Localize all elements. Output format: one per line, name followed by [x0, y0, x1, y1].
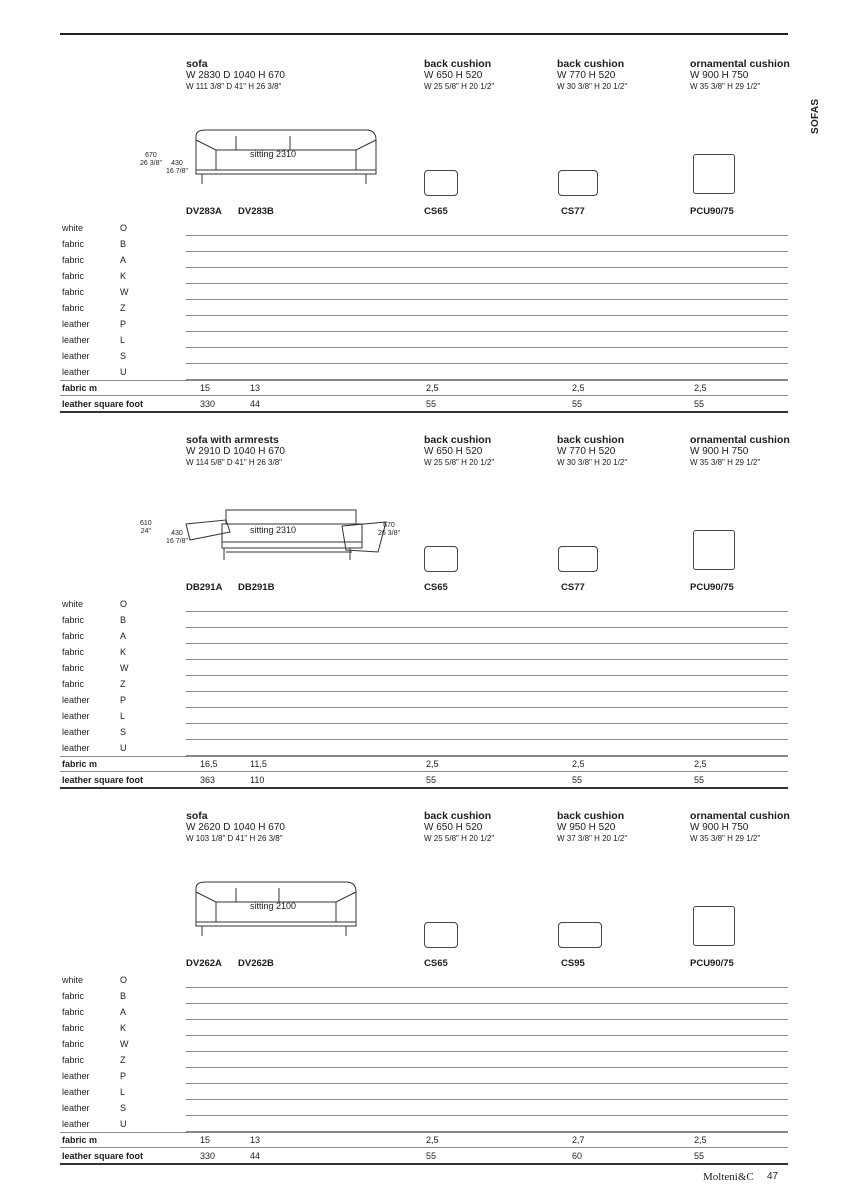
leather-quantity-value: 55: [426, 399, 437, 409]
product-code: PCU90/75: [690, 582, 734, 593]
back-cushion-header: [557, 59, 627, 92]
fabric-quantity-value: 2,5: [694, 383, 707, 393]
material-row: [60, 988, 788, 1004]
material-row: [60, 724, 788, 740]
section-end-rule: [60, 411, 788, 413]
grade-label: U: [120, 1119, 127, 1129]
back-cushion-drawing: [424, 922, 458, 948]
material-label: fabric: [62, 1039, 85, 1049]
material-label: fabric: [62, 1055, 85, 1065]
material-row: [60, 628, 788, 644]
item-title: back cushion: [557, 58, 625, 70]
material-label: fabric: [62, 303, 85, 313]
material-label: white: [62, 223, 84, 233]
metric-dims: W 770 H 520: [557, 446, 616, 457]
material-label: white: [62, 975, 84, 985]
height2-mm: 670: [383, 522, 395, 529]
material-row: [60, 252, 788, 268]
imperial-dims: W 35 3/8" H 29 1/2": [690, 458, 761, 467]
material-row: [60, 220, 788, 236]
material-label: fabric: [62, 631, 85, 641]
product-code: CS65: [424, 206, 448, 217]
item-title: ornamental cushion: [690, 434, 790, 446]
height2-dim: [378, 522, 400, 538]
imperial-dims: W 30 3/8" H 20 1/2": [557, 458, 628, 467]
leather-quantity-value: 55: [572, 775, 583, 785]
material-label: leather: [62, 711, 90, 721]
grade-label: W: [120, 663, 129, 673]
product-code: PCU90/75: [690, 958, 734, 969]
fabric-quantity-value: 2,5: [572, 759, 585, 769]
sofa-drawing: [156, 126, 396, 206]
material-label: leather: [62, 335, 90, 345]
material-row: [60, 1004, 788, 1020]
product-code: CS65: [424, 582, 448, 593]
material-row: [60, 972, 788, 988]
height2-in: 26 3/8": [378, 530, 400, 537]
grade-label: S: [120, 351, 127, 361]
leather-quantity-value: 55: [426, 775, 437, 785]
grade-label: K: [120, 1023, 127, 1033]
sitting-width: sitting 2100: [250, 901, 297, 911]
material-label: leather: [62, 1119, 90, 1129]
leather-quantity-label: leather square foot: [62, 399, 144, 409]
grade-label: B: [120, 991, 127, 1001]
height-dim: [140, 152, 162, 168]
material-row: [60, 612, 788, 628]
sofa-header: [186, 59, 285, 92]
back-cushion-drawing: [558, 170, 598, 196]
imperial-dims: W 25 5/8" H 20 1/2": [424, 82, 495, 91]
sitting-width: sitting 2310: [250, 149, 297, 159]
grade-label: K: [120, 271, 127, 281]
grade-label: P: [120, 319, 127, 329]
leather-quantity-value: 44: [250, 399, 261, 409]
sofa-outline-5: [202, 174, 366, 184]
height-mm: 610: [140, 520, 152, 527]
material-label: leather: [62, 1103, 90, 1113]
material-row: [60, 740, 788, 756]
material-row: [60, 1036, 788, 1052]
leather-quantity-value: 55: [426, 1151, 437, 1161]
item-title: sofa: [186, 58, 208, 70]
height-in: 26 3/8": [140, 160, 162, 167]
material-label: leather: [62, 367, 90, 377]
material-row: [60, 364, 788, 380]
material-row: [60, 316, 788, 332]
leather-quantity-label: leather square foot: [62, 1151, 144, 1161]
item-title: ornamental cushion: [690, 58, 790, 70]
item-title: back cushion: [424, 810, 492, 822]
sofa-outline-0: [186, 520, 230, 540]
grade-label: O: [120, 223, 128, 233]
product-code: PCU90/75: [690, 206, 734, 217]
leather-quantity-value: 330: [200, 399, 216, 409]
material-row: [60, 644, 788, 660]
sofa-outline-3: [236, 888, 279, 902]
seat-mm: 430: [171, 160, 183, 167]
fabric-quantity-value: 11,5: [250, 759, 267, 769]
height-mm: 670: [145, 152, 157, 159]
sofa-outline-1: [226, 510, 356, 524]
seat-mm: 430: [171, 530, 183, 537]
metric-dims: W 650 H 520: [424, 822, 483, 833]
seat-in: 16 7/8": [166, 538, 188, 545]
leather-quantity-value: 55: [694, 775, 705, 785]
seat-dim: [166, 530, 188, 546]
sofa-outline-5: [202, 926, 346, 936]
fabric-quantity-value: 15: [200, 1135, 211, 1145]
material-label: leather: [62, 727, 90, 737]
material-row: [60, 348, 788, 364]
material-row: [60, 268, 788, 284]
back-cushion-drawing: [558, 546, 598, 572]
material-row: [60, 1052, 788, 1068]
product-code: DB291A: [186, 582, 223, 593]
grade-label: U: [120, 367, 127, 377]
sofa-outline-4: [196, 922, 356, 926]
ornamental-cushion-header: [690, 811, 790, 844]
height-in: 24": [140, 528, 151, 535]
leather-quantity-value: 60: [572, 1151, 583, 1161]
section-end-rule: [60, 1163, 788, 1165]
leather-quantity-value: 44: [250, 1151, 261, 1161]
material-label: fabric: [62, 1023, 85, 1033]
material-row: [60, 596, 788, 612]
height-dim: [140, 520, 152, 536]
page-number: 47: [767, 1171, 779, 1182]
sofa-drawing: [166, 502, 406, 582]
grade-label: L: [120, 711, 126, 721]
material-label: white: [62, 599, 84, 609]
metric-dims: W 2620 D 1040 H 670: [186, 822, 285, 833]
sitting-width: sitting 2310: [250, 525, 297, 535]
material-label: leather: [62, 1087, 90, 1097]
grade-label: L: [120, 335, 126, 345]
product-code: CS95: [561, 958, 585, 969]
imperial-dims: W 103 1/8" D 41" H 26 3/8": [186, 834, 283, 843]
leather-quantity-value: 363: [200, 775, 216, 785]
grade-label: W: [120, 1039, 129, 1049]
product-code: CS77: [561, 206, 585, 217]
side-label: SOFAS: [810, 98, 821, 134]
product-code: DV262B: [238, 958, 274, 969]
material-row: [60, 236, 788, 252]
leather-quantity-row: [60, 396, 788, 412]
seat-dim: [166, 160, 188, 176]
fabric-quantity-value: 13: [250, 383, 261, 393]
leather-quantity-label: leather square foot: [62, 775, 144, 785]
product-code: CS77: [561, 582, 585, 593]
material-row: [60, 1068, 788, 1084]
fabric-quantity-value: 2,7: [572, 1135, 585, 1145]
grade-label: L: [120, 1087, 126, 1097]
grade-label: B: [120, 615, 127, 625]
item-title: back cushion: [557, 434, 625, 446]
metric-dims: W 2830 D 1040 H 670: [186, 70, 285, 81]
leather-quantity-value: 55: [572, 399, 583, 409]
material-row: [60, 284, 788, 300]
back-cushion-drawing: [424, 546, 458, 572]
back-cushion-header: [424, 435, 494, 468]
metric-dims: W 900 H 750: [690, 446, 749, 457]
imperial-dims: W 25 5/8" H 20 1/2": [424, 458, 495, 467]
material-label: fabric: [62, 663, 85, 673]
imperial-dims: W 30 3/8" H 20 1/2": [557, 82, 628, 91]
material-label: fabric: [62, 255, 85, 265]
ornamental-cushion-header: [690, 435, 790, 468]
item-title: back cushion: [424, 434, 492, 446]
grade-label: Z: [120, 679, 126, 689]
sofa-illustration: [166, 502, 406, 587]
material-label: leather: [62, 1071, 90, 1081]
fabric-quantity-value: 2,5: [426, 759, 439, 769]
material-row: [60, 692, 788, 708]
ornamental-cushion-drawing: [693, 530, 735, 570]
ornamental-cushion-drawing: [693, 154, 735, 194]
grade-label: O: [120, 599, 128, 609]
product-code: DV283B: [238, 206, 274, 217]
material-row: [60, 708, 788, 724]
fabric-quantity-label: fabric m: [62, 383, 98, 393]
imperial-dims: W 114 5/8" D 41" H 26 3/8": [186, 458, 282, 467]
product-code: DB291B: [238, 582, 275, 593]
grade-label: W: [120, 287, 129, 297]
material-row: [60, 1116, 788, 1132]
fabric-quantity-value: 2,5: [694, 759, 707, 769]
material-label: leather: [62, 695, 90, 705]
material-label: fabric: [62, 991, 85, 1001]
material-row: [60, 660, 788, 676]
material-label: leather: [62, 743, 90, 753]
section-3: [0, 810, 848, 1190]
metric-dims: W 650 H 520: [424, 70, 483, 81]
leather-quantity-row: [60, 772, 788, 788]
fabric-quantity-row: [60, 380, 788, 396]
material-label: fabric: [62, 239, 85, 249]
grade-label: P: [120, 1071, 127, 1081]
ornamental-cushion-header: [690, 59, 790, 92]
item-title: ornamental cushion: [690, 810, 790, 822]
material-row: [60, 1020, 788, 1036]
metric-dims: W 900 H 750: [690, 70, 749, 81]
item-title: sofa with armrests: [186, 434, 279, 446]
imperial-dims: W 35 3/8" H 29 1/2": [690, 834, 761, 843]
sofa-outline-4: [222, 542, 362, 548]
fabric-quantity-value: 15: [200, 383, 211, 393]
product-code: CS65: [424, 958, 448, 969]
ornamental-cushion-drawing: [693, 906, 735, 946]
material-row: [60, 332, 788, 348]
section-1: [0, 58, 848, 438]
sofa-header: [186, 435, 285, 468]
material-row: [60, 1100, 788, 1116]
metric-dims: W 900 H 750: [690, 822, 749, 833]
fabric-quantity-value: 2,5: [572, 383, 585, 393]
back-cushion-header: [424, 59, 494, 92]
back-cushion-header: [557, 435, 627, 468]
item-title: back cushion: [424, 58, 492, 70]
fabric-quantity-value: 2,5: [694, 1135, 707, 1145]
sofa-outline-4: [196, 170, 376, 174]
leather-quantity-row: [60, 1148, 788, 1164]
metric-dims: W 2910 D 1040 H 670: [186, 446, 285, 457]
sofa-drawing: [156, 878, 396, 958]
material-row: [60, 676, 788, 692]
material-label: leather: [62, 319, 90, 329]
brand-logo: Molteni&C: [703, 1171, 754, 1183]
sofa-illustration: [156, 126, 396, 211]
grade-label: U: [120, 743, 127, 753]
fabric-quantity-label: fabric m: [62, 759, 98, 769]
back-cushion-header: [424, 811, 494, 844]
material-label: fabric: [62, 287, 85, 297]
sofa-outline-5: [224, 548, 352, 560]
leather-quantity-value: 330: [200, 1151, 216, 1161]
grade-label: K: [120, 647, 127, 657]
section-end-rule: [60, 787, 788, 789]
fabric-quantity-row: [60, 756, 788, 772]
back-cushion-header: [557, 811, 627, 844]
imperial-dims: W 35 3/8" H 29 1/2": [690, 82, 761, 91]
leather-quantity-value: 55: [694, 1151, 705, 1161]
back-cushion-drawing: [424, 170, 458, 196]
fabric-quantity-value: 13: [250, 1135, 261, 1145]
grade-label: S: [120, 1103, 127, 1113]
top-rule: [60, 33, 788, 35]
sofa-outline-3: [236, 136, 290, 150]
sofa-illustration: [156, 878, 396, 963]
material-label: fabric: [62, 271, 85, 281]
grade-label: Z: [120, 1055, 126, 1065]
material-row: [60, 300, 788, 316]
fabric-quantity-label: fabric m: [62, 1135, 98, 1145]
item-title: back cushion: [557, 810, 625, 822]
grade-label: S: [120, 727, 127, 737]
imperial-dims: W 37 3/8" H 20 1/2": [557, 834, 628, 843]
fabric-quantity-value: 2,5: [426, 1135, 439, 1145]
fabric-quantity-row: [60, 1132, 788, 1148]
sofa-header: [186, 811, 285, 844]
grade-label: B: [120, 239, 127, 249]
grade-label: A: [120, 631, 127, 641]
imperial-dims: W 25 5/8" H 20 1/2": [424, 834, 495, 843]
material-label: fabric: [62, 1007, 85, 1017]
grade-label: P: [120, 695, 127, 705]
imperial-dims: W 111 3/8" D 41" H 26 3/8": [186, 82, 282, 91]
fabric-quantity-value: 2,5: [426, 383, 439, 393]
grade-label: O: [120, 975, 128, 985]
grade-label: A: [120, 1007, 127, 1017]
leather-quantity-value: 55: [694, 399, 705, 409]
material-label: fabric: [62, 615, 85, 625]
leather-quantity-value: 110: [250, 775, 265, 785]
fabric-quantity-value: 16,5: [200, 759, 218, 769]
product-code: DV283A: [186, 206, 222, 217]
grade-label: A: [120, 255, 127, 265]
metric-dims: W 770 H 520: [557, 70, 616, 81]
product-code: DV262A: [186, 958, 222, 969]
material-label: fabric: [62, 647, 85, 657]
item-title: sofa: [186, 810, 208, 822]
grade-label: Z: [120, 303, 126, 313]
back-cushion-drawing: [558, 922, 602, 948]
metric-dims: W 650 H 520: [424, 446, 483, 457]
seat-in: 16 7/8": [166, 168, 188, 175]
section-2: [0, 434, 848, 814]
metric-dims: W 950 H 520: [557, 822, 616, 833]
material-label: fabric: [62, 679, 85, 689]
material-label: leather: [62, 351, 90, 361]
material-row: [60, 1084, 788, 1100]
